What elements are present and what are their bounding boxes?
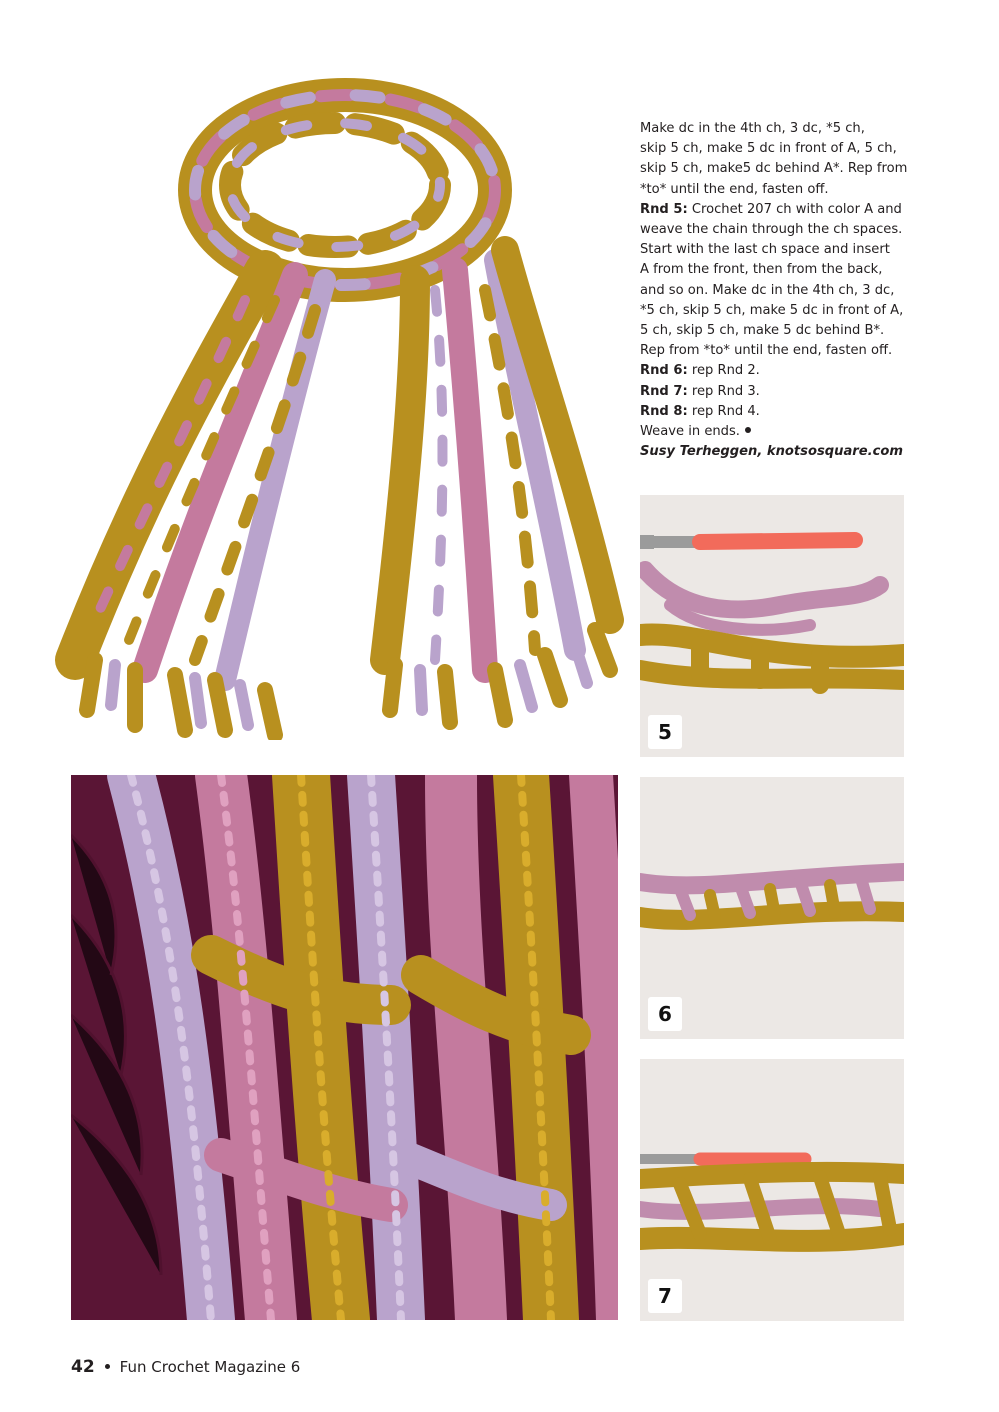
round-8-text: rep Rnd 4. [691, 403, 760, 419]
round-6-text: rep Rnd 2. [691, 363, 760, 379]
round-8-label: Rnd 8: [640, 403, 688, 419]
page-number: 42 [71, 1357, 95, 1377]
round-7-text: rep Rnd 3. [691, 383, 760, 399]
instruction-line: skip 5 ch, make 5 dc in front of A, 5 ch, [640, 141, 897, 157]
scarf-photo [35, 60, 625, 740]
ending-text: Weave in ends. [640, 424, 740, 440]
round-8-line [640, 402, 970, 422]
instruction-line: A from the front, then from the back, [640, 262, 883, 278]
step-photo-5 [640, 495, 904, 757]
designer-credit: Susy Terheggen, knotsosquare.com [640, 444, 904, 460]
step-number: 6 [648, 997, 682, 1031]
closeup-photo [71, 775, 618, 1320]
pattern-instructions [640, 119, 970, 462]
footer-bullet-icon [105, 1364, 110, 1369]
round-6-label: Rnd 6: [640, 363, 688, 379]
round-7-line [640, 382, 970, 402]
instruction-line: 5 ch, skip 5 ch, make 5 dc behind B*. [640, 323, 885, 339]
round-5-line [640, 200, 970, 220]
page-footer [71, 1357, 300, 1377]
scarf-illustration [35, 60, 625, 740]
round-7-label: Rnd 7: [640, 383, 688, 399]
step-photo-6 [640, 777, 904, 1039]
instruction-line: and so on. Make dc in the 4th ch, 3 dc, [640, 282, 895, 298]
ending-line [640, 422, 970, 442]
step-photo-7 [640, 1059, 904, 1321]
magazine-title: Fun Crochet Magazine 6 [119, 1358, 301, 1376]
instruction-line: Start with the last ch space and insert [640, 242, 890, 258]
round-6-line [640, 361, 970, 381]
instruction-line: Rep from *to* until the end, fasten off. [640, 343, 893, 359]
round-5-label: Rnd 5: [640, 201, 688, 217]
instruction-line: weave the chain through the ch spaces. [640, 222, 903, 238]
end-bullet-icon [745, 427, 751, 433]
instruction-line: *5 ch, skip 5 ch, make 5 dc in front of A, [640, 302, 904, 318]
step-number: 5 [648, 715, 682, 749]
step-number: 7 [648, 1279, 682, 1313]
round-5-text: Crochet 207 ch with color A and [691, 201, 902, 217]
closeup-illustration [71, 775, 618, 1320]
instruction-line: *to* until the end, fasten off. [640, 181, 829, 197]
instruction-line: Make dc in the 4th ch, 3 dc, *5 ch, [640, 121, 865, 136]
instruction-line: skip 5 ch, make5 dc behind A*. Rep from [640, 161, 908, 177]
